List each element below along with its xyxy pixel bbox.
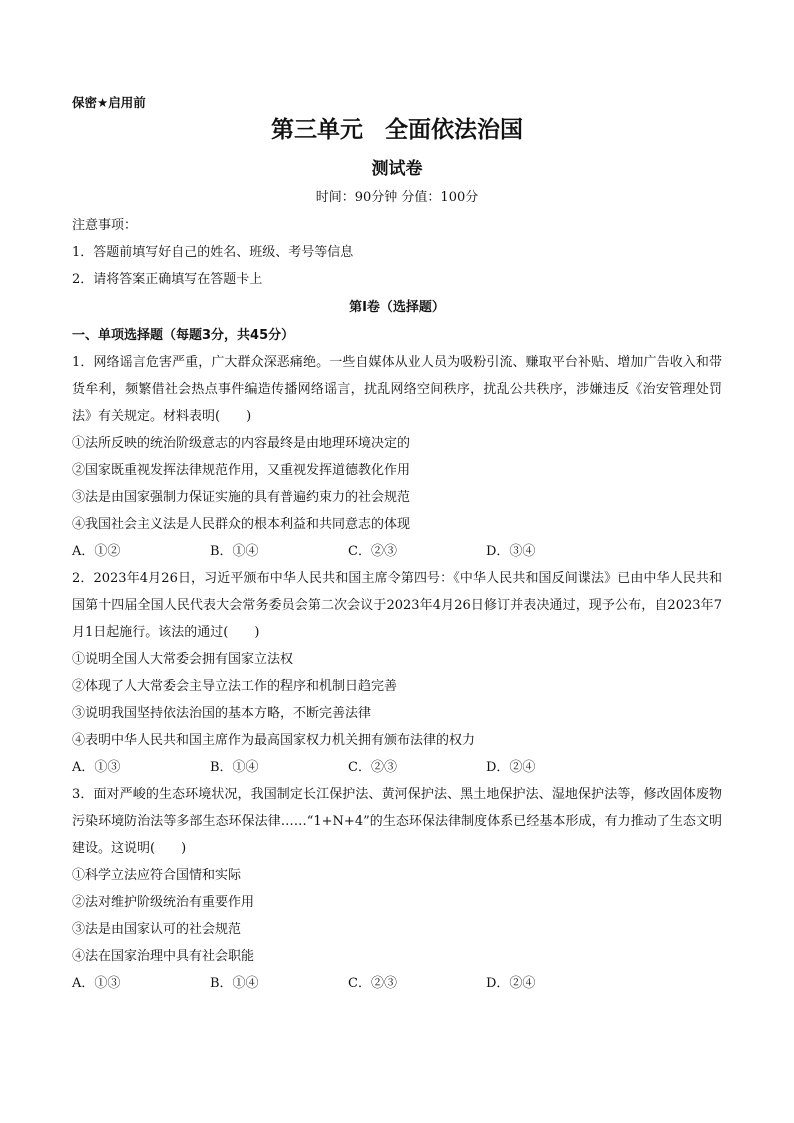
statement: ①法所反映的统治阶级意志的内容最终是由地理环境决定的 [72, 436, 411, 451]
page-title: 第三单元 全面依法治国 [270, 117, 523, 143]
statement: ①科学立法应符合国情和实际 [72, 868, 242, 883]
question-3 [72, 781, 722, 997]
statement: ①说明全国人大常委会拥有国家立法权 [72, 652, 294, 667]
statement: ②体现了人大常委会主导立法工作的程序和机制日趋完善 [72, 679, 398, 694]
statement: ②法对维护阶级统治有重要作用 [72, 895, 255, 910]
option-b[interactable]: B．①④ [210, 760, 259, 775]
time-info: 时间：90分钟 分值：100分 [315, 190, 479, 205]
option-a[interactable]: A．①② [72, 544, 121, 559]
options-row [72, 754, 722, 781]
options-row [72, 970, 722, 997]
statement: ④我国社会主义法是人民群众的根本利益和共同意志的体现 [72, 517, 411, 532]
statement: ③法是由国家强制力保证实施的具有普遍约束力的社会规范 [72, 490, 411, 505]
options-row [72, 538, 722, 565]
question-1 [72, 349, 722, 565]
option-b[interactable]: B．①④ [210, 976, 259, 991]
statement: ②国家既重视发挥法律规范作用，又重视发挥道德教化作用 [72, 463, 411, 478]
secret-label: 保密★启用前 [72, 95, 146, 110]
option-d[interactable]: D．③④ [486, 544, 536, 559]
option-c[interactable]: C．②③ [348, 976, 397, 991]
notice-item: 1．答题前填写好自己的姓名、班级、考号等信息 [72, 245, 354, 260]
question-2 [72, 565, 722, 781]
section-heading: 一、单项选择题（每题3分，共45分） [72, 328, 295, 343]
option-a[interactable]: A．①③ [72, 976, 121, 991]
option-c[interactable]: C．②③ [348, 760, 397, 775]
statement: ④表明中华人民共和国主席作为最高国家权力机关拥有颁布法律的权力 [72, 733, 476, 748]
statement: ③说明我国坚持依法治国的基本方略，不断完善法律 [72, 706, 372, 721]
statement: ③法是由国家认可的社会规范 [72, 922, 242, 937]
statement: ④法在国家治理中具有社会职能 [72, 949, 255, 964]
option-d[interactable]: D．②④ [486, 760, 536, 775]
question-stem: 3．面对严峻的生态环境状况，我国制定长江保护法、黄河保护法、黑土地保护法、湿地保护法等，修改固体废物污染环境防治法等多部生态环保法律……“1+N+4”的生态环保法律制度体系已经基本形成，有力推动了生态文明建设。这说明( ) [72, 787, 722, 856]
notice-heading: 注意事项： [72, 218, 138, 233]
option-b[interactable]: B．①④ [210, 544, 259, 559]
option-a[interactable]: A．①③ [72, 760, 121, 775]
question-stem: 1．网络谣言危害严重，广大群众深恶痛绝。一些自媒体从业人员为吸粉引流、赚取平台补贴、增加广告收入和带货牟利，频繁借社会热点事件编造传播网络谣言，扰乱网络空间秩序，扰乱公共秩序，涉嫌违反《治安管理处罚法》有关规定。材料表明( ) [72, 355, 722, 424]
part-one-title: 第I卷（选择题） [349, 300, 445, 315]
notice-item: 2．请将答案正确填写在答题卡上 [72, 272, 263, 287]
option-c[interactable]: C．②③ [348, 544, 397, 559]
option-d[interactable]: D．②④ [486, 976, 536, 991]
question-stem: 2．2023年4月26日，习近平颁布中华人民共和国主席令第四号：《中华人民共和国反间谍法》已由中华人民共和国第十四届全国人民代表大会常务委员会第二次会议于2023年4月26日修订并表决通过，现予公布，自2023年7月1日起施行。该法的通过( ) [72, 571, 722, 640]
page-subtitle: 测试卷 [371, 159, 423, 179]
